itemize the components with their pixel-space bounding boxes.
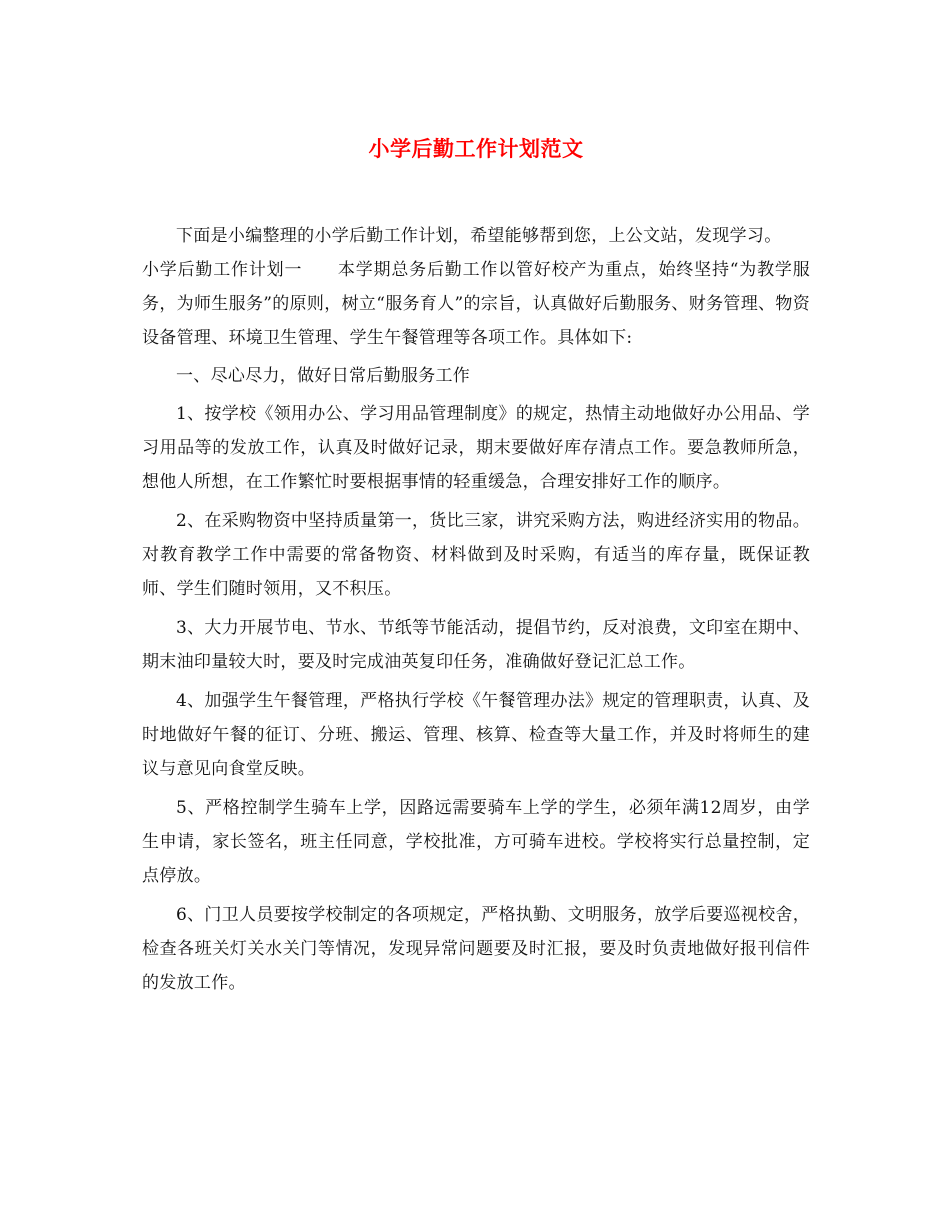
paragraph-item-6: 6、门卫人员要按学校制定的各项规定，严格执勤、文明服务，放学后要巡视校舍，检查各班关灯关水关门等情况，发现异常问题要及时汇报，要及时负责地做好报刊信件的发放工作。 <box>142 905 810 993</box>
paragraph-item-4: 4、加强学生午餐管理，严格执行学校《午餐管理办法》规定的管理职责，认真、及时地做好午餐的征订、分班、搬运、管理、核算、检查等大量工作，并及时将师生的建议与意见向食堂反映。 <box>142 691 810 779</box>
paragraph-plan-one: 小学后勤工作计划一 本学期总务后勤工作以管好校产为重点，始终坚持“为教学服务，为师生服务”的原则，树立“服务育人”的宗旨，认真做好后勤服务、财务管理、物资设备管理、环境卫生管理、学生午餐管理等各项工作。具体如下: <box>142 260 810 348</box>
paragraph-item-1: 1、按学校《领用办公、学习用品管理制度》的规定，热情主动地做好办公用品、学习用品等的发放工作，认真及时做好记录，期末要做好库存清点工作。要急教师所急，想他人所想，在工作繁忙时要根据事情的轻重缓急，合理安排好工作的顺序。 <box>142 404 810 492</box>
document-title: 小学后勤工作计划范文 <box>368 136 584 161</box>
document-body <box>142 219 810 1000</box>
paragraph-item-3: 3、大力开展节电、节水、节纸等节能活动，提倡节约，反对浪费，文印室在期中、期末油印量较大时，要及时完成油英复印任务，准确做好登记汇总工作。 <box>142 618 810 672</box>
paragraph-item-5: 5、严格控制学生骑车上学，因路远需要骑车上学的学生，必须年满12周岁，由学生申请，家长签名，班主任同意，学校批准，方可骑车进校。学校将实行总量控制，定点停放。 <box>142 798 810 886</box>
paragraph-intro: 下面是小编整理的小学后勤工作计划，希望能够帮到您，上公文站，发现学习。 <box>176 226 782 246</box>
section-heading-1: 一、尽心尽力，做好日常后勤服务工作 <box>176 366 471 386</box>
paragraph-item-2: 2、在采购物资中坚持质量第一，货比三家，讲究采购方法，购进经济实用的物品。对教育教学工作中需要的常备物资、材料做到及时采购，有适当的库存量，既保证教师、学生们随时领用，又不积压。 <box>142 511 810 599</box>
